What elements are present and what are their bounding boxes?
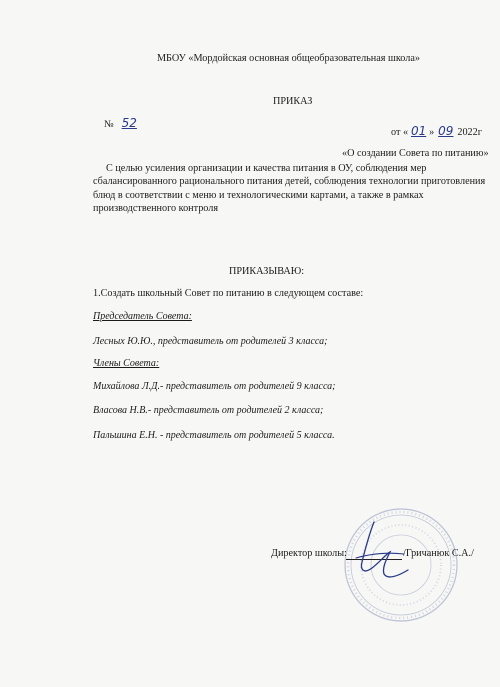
chair-heading: Председатель Совета: bbox=[93, 311, 192, 322]
order-number-prefix: № bbox=[104, 119, 114, 130]
item-1: 1.Создать школьный Совет по питанию в следующем составе: bbox=[93, 288, 364, 299]
order-subject: «О создании Совета по питанию» bbox=[342, 148, 489, 159]
order-title: ПРИКАЗ bbox=[273, 96, 313, 107]
member-item: Пальшина Е.Н. - представитель от родителей 5 класса. bbox=[93, 430, 335, 441]
members-heading: Члены Совета: bbox=[93, 358, 160, 369]
signature-label: Директор школы: bbox=[271, 548, 347, 559]
date-prefix: от « bbox=[391, 127, 409, 138]
directive-heading: ПРИКАЗЫВАЮ: bbox=[229, 266, 305, 277]
date-day: 01 bbox=[410, 124, 427, 138]
order-number bbox=[104, 116, 142, 130]
date-year: 2022г bbox=[457, 127, 482, 138]
preamble-paragraph bbox=[93, 162, 493, 216]
organization-header: МБОУ «Мордойская основная общеобразовательная школа» bbox=[157, 53, 420, 64]
preamble-text: С целью усиления организации и качества питания в ОУ, соблюдения мер сбалансированного рационального питания детей, соблюдения технологии приготовления блюд в соответствии с меню и технологическими картами, а также в рамках производственного контроля bbox=[93, 163, 486, 215]
chair-member: Лесных Ю.Ю., представитель от родителей 3 класса; bbox=[93, 336, 328, 347]
date-separator: » bbox=[429, 127, 435, 138]
member-item: Михайлова Л.Д.- представитель от родителей 9 класса; bbox=[93, 381, 336, 392]
signature-name: /Гричанюк С.А./ bbox=[403, 548, 474, 559]
order-date bbox=[391, 124, 482, 138]
date-month: 09 bbox=[438, 124, 454, 138]
member-item: Власова Н.В.- представитель от родителей 2 класса; bbox=[93, 405, 324, 416]
order-number-value: 52 bbox=[121, 116, 137, 130]
